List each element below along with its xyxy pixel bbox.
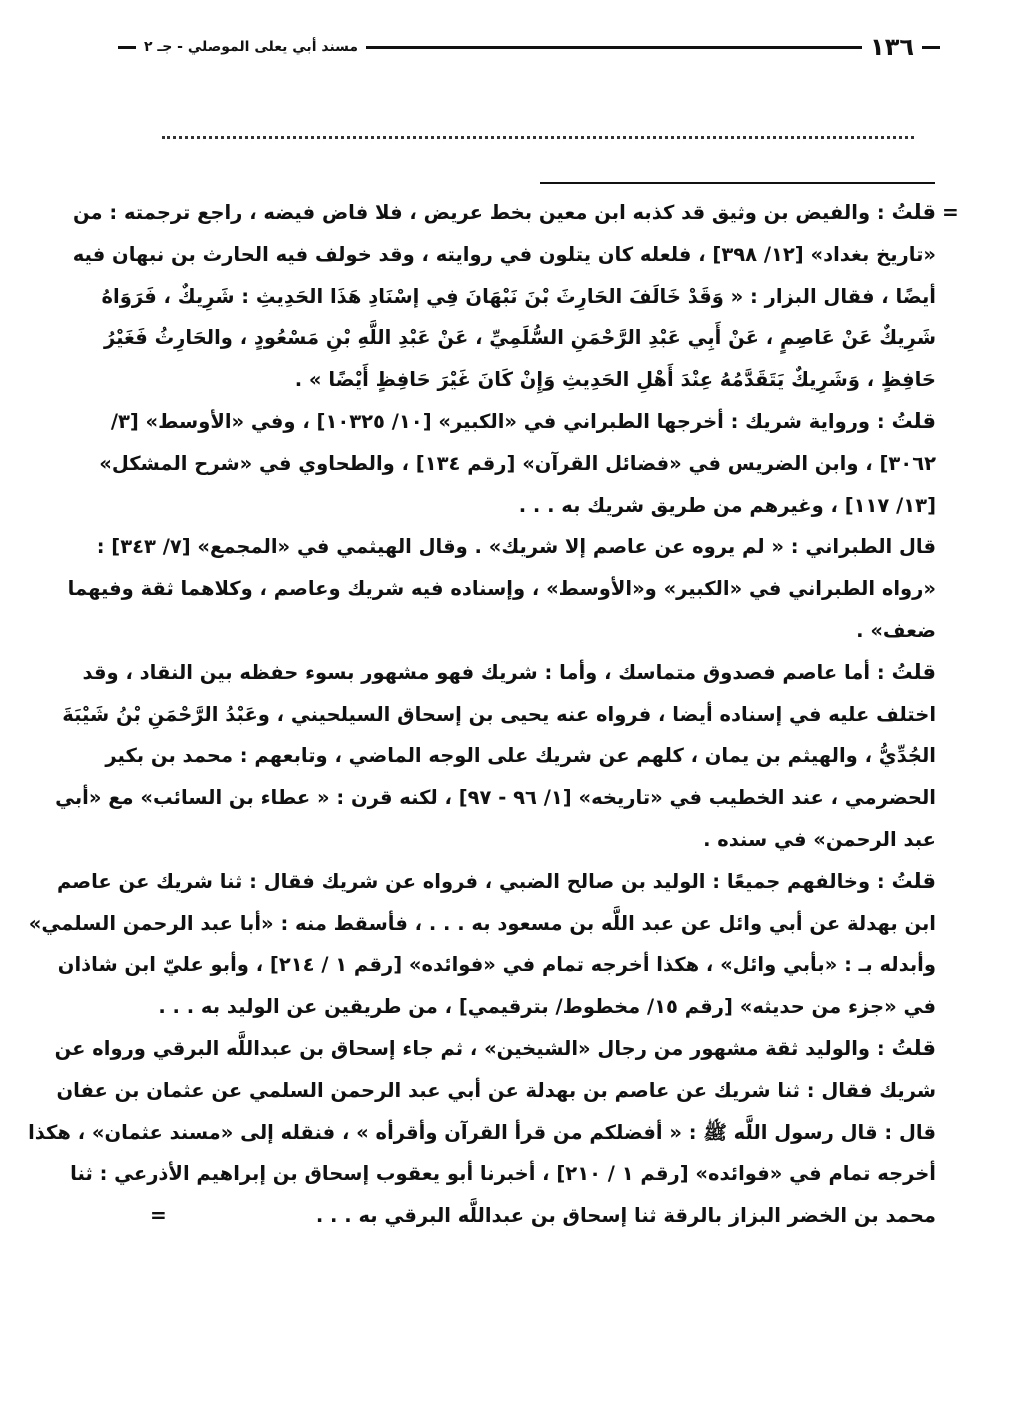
lead-word: قلتُ xyxy=(891,408,936,433)
text-line xyxy=(56,861,936,903)
text-line xyxy=(72,234,936,276)
line-text: ابن بهدلة عن أبي وائل عن عبد اللَّه بن مسعود به . . . ، فأسقط منه : «أبا عبد الرحمن السلمي» xyxy=(28,911,936,935)
line-text: عبد الرحمن» في سنده . xyxy=(703,827,936,851)
lead-word: قلتُ xyxy=(891,868,936,893)
continuation-mark-end: = xyxy=(150,1203,167,1227)
text-line xyxy=(133,359,936,401)
text-line xyxy=(133,485,936,527)
page-number: ١٣٦ xyxy=(870,33,914,61)
text-line xyxy=(62,694,936,736)
line-text: قال الطبراني : « لم يروه عن عاصم إلا شريك» . وقال الهيثمي في «المجمع» [٧/ ٣٤٣] : xyxy=(96,535,936,559)
lead-word: قلتُ xyxy=(891,659,936,684)
line-text: : والفيض بن وثيق قد كذبه ابن معين بخط عريض ، فلا فاض فيضه ، راجع ترجمته : من xyxy=(72,201,892,224)
line-text: شَرِيكٌ عَنْ عَاصِمٍ ، عَنْ أَبِي عَبْدِ الرَّحْمَنِ السُّلَمِيِّ ، عَنْ عَبْدِ اللَّهِ بْنِ مَسْعُودٍ ، والحَارِثُ فَغَيْرُ xyxy=(103,326,936,350)
line-text: «رواه الطبراني في «الكبير» و«الأوسط» ، وإسناده فيه شريك وعاصم ، وكلاهما ثقة وفيهما xyxy=(67,577,936,601)
lead-word: قلتُ xyxy=(891,200,936,224)
text-line xyxy=(133,986,936,1028)
text-line xyxy=(54,1028,936,1070)
line-text: ٣٠٦٢] ، وابن الضريس في «فضائل القرآن» [رقم ١٣٤] ، والطحاوي في «شرح المشكل» xyxy=(99,451,936,475)
paragraph xyxy=(72,192,936,401)
text-line xyxy=(67,568,936,610)
page-header xyxy=(118,32,940,62)
text-line xyxy=(133,610,936,652)
line-text: الجُدِّيُّ ، والهيثم بن يمان ، كلهم عن شريك على الوجه الماضي ، وتابعهم : محمد بن بكير xyxy=(105,744,936,768)
line-text: [١٣/ ١١٧] ، وغيرهم من طريق شريك به . . . xyxy=(518,493,936,517)
line-text: حَافِظٍ ، وَشَرِيكٌ يَتَقَدَّمُهُ عِنْدَ أَهْلِ الحَدِيثِ وَإِنْ كَانَ غَيْرَ حَافِظٍ أَيْضًا » . xyxy=(294,368,936,392)
line-text: في «جزء من حديثه» [رقم ١٥/ مخطوط/ بترقيمي] ، من طريقين عن الوليد به . . . xyxy=(158,995,936,1019)
continuation-mark-start: = xyxy=(942,200,959,224)
lead-word: قلتُ xyxy=(891,1035,936,1060)
paragraph xyxy=(55,652,936,861)
text-line xyxy=(57,944,936,986)
line-text: اختلف عليه في إسناده أيضا ، فرواه عنه يحيى بن إسحاق السيلحيني ، وعَبْدُ الرَّحْمَنِ بْنُ شَيْبَةَ xyxy=(62,702,936,726)
text-line xyxy=(99,443,936,485)
text-line xyxy=(82,652,936,694)
text-line xyxy=(70,1153,936,1195)
text-line xyxy=(55,777,936,819)
running-title: مسند أبي يعلى الموصلي - جـ ٢ xyxy=(144,39,359,55)
text-line xyxy=(28,1112,936,1154)
line-text: أخرجه تمام في «فوائده» [رقم ١ / ٢١٠] ، أخبرنا أبو يعقوب إسحاق بن إبراهيم الأذرعي : ثنا xyxy=(70,1162,936,1186)
line-text: الحضرمي ، عند الخطيب في «تاريخه» [١/ ٩٦ - ٩٧] ، لكنه قرن : « عطاء بن السائب» مع «أبي xyxy=(55,786,936,810)
header-dash xyxy=(118,46,136,49)
line-text: قال : قال رسول اللَّه ﷺ : « أفضلكم من قرأ القرآن وأقرأه » ، فنقله إلى «مسند عثمان» ، هكذا xyxy=(28,1120,936,1144)
footnote-separator xyxy=(540,182,935,184)
line-text: أيضًا ، فقال البزار : « وَقَدْ خَالَفَ الحَارِثَ بْنَ نَبْهَانَ فِي إسْنَادِ هَذَا الحَدِيثِ : شَرِيكٌ ، فَرَوَاهُ xyxy=(101,284,936,308)
paragraph xyxy=(99,401,936,526)
text-line xyxy=(28,903,936,945)
text-line xyxy=(133,1195,936,1237)
line-text: ضعف» . xyxy=(856,618,936,642)
line-text: «تاريخ بغداد» [١٢/ ٣٩٨] ، فلعله كان يتلون في روايته ، وقد خولف فيه الحارث بن نبهان فيه xyxy=(72,242,936,266)
text-line xyxy=(96,526,936,568)
line-text: وأبدله بـ : «بأبي وائل» ، هكذا أخرجه تمام في «فوائده» [رقم ١ / ٢١٤] ، وأبو عليّ ابن شاذان xyxy=(57,953,936,977)
text-line xyxy=(103,317,936,359)
header-rule xyxy=(366,46,862,49)
paragraph xyxy=(67,526,936,651)
line-text: : ورواية شريك : أخرجها الطبراني في «الكبير» [١٠/ ١٠٣٢٥] ، وفي «الأوسط» [٣/ xyxy=(110,409,892,433)
text-line xyxy=(72,192,936,234)
line-text: : والوليد ثقة مشهور من رجال «الشيخين» ، ثم جاء إسحاق بن عبداللَّه البرقي ورواه عن xyxy=(54,1036,892,1060)
header-dash xyxy=(922,46,940,49)
paragraph xyxy=(28,1028,936,1237)
text-line xyxy=(105,735,936,777)
text-line xyxy=(133,819,936,861)
text-line xyxy=(110,401,936,443)
line-text: محمد بن الخضر البزاز بالرقة ثنا إسحاق بن عبداللَّه البرقي به . . . xyxy=(315,1204,936,1228)
text-line xyxy=(56,1070,936,1112)
line-text: : وخالفهم جميعًا : الوليد بن صالح الضبي ، فرواه عن شريك فقال : ثنا شريك عن عاصم xyxy=(56,869,892,893)
ellipsis-dotted-line xyxy=(162,124,914,139)
text-line xyxy=(101,276,936,318)
line-text: شريك فقال : ثنا شريك عن عاصم بن بهدلة عن أبي عبد الرحمن السلمي عن عثمان بن عفان xyxy=(56,1078,936,1102)
paragraph xyxy=(28,861,936,1028)
line-text: : أما عاصم فصدوق متماسك ، وأما : شريك فهو مشهور بسوء حفظه بين النقاد ، وقد xyxy=(82,660,892,684)
footnote-body xyxy=(28,192,936,1237)
